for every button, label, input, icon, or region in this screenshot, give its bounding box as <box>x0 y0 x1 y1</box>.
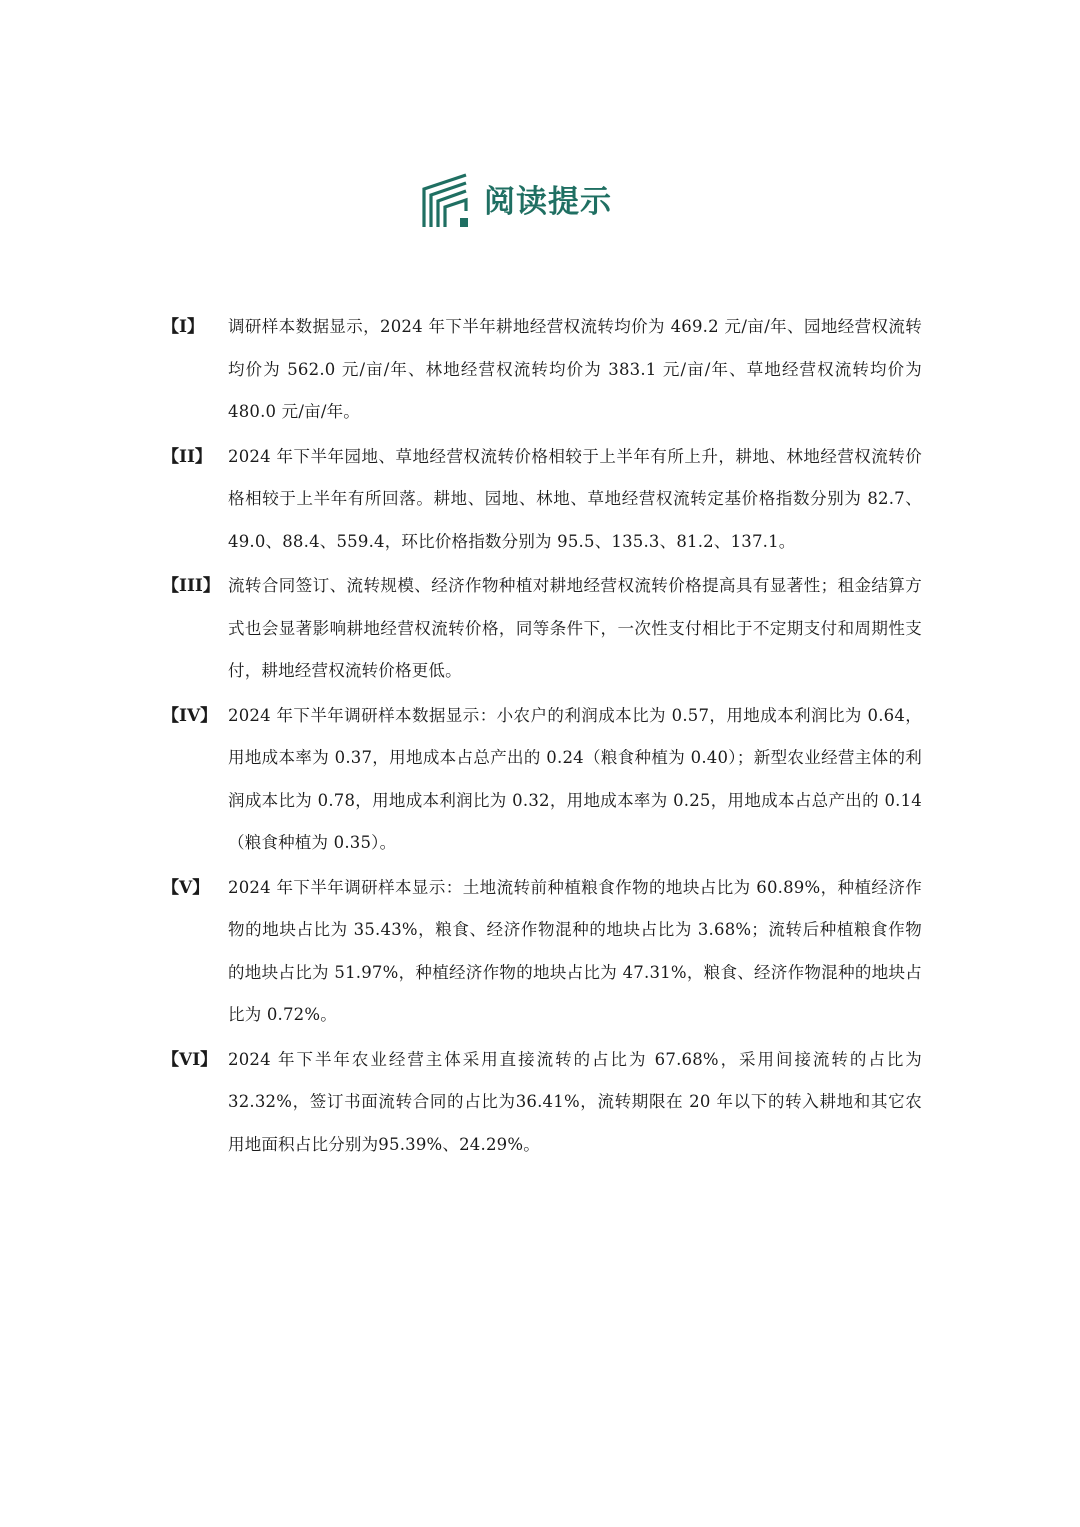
list-item <box>162 1039 922 1167</box>
item-marker: 【V】 <box>162 877 210 898</box>
item-text: 调研样本数据显示，2024 年下半年耕地经营权流转均价为 469.2 元/亩/年、园地经营权流转均价为 562.0 元/亩/年、林地经营权流转均价为 383.1 元/亩/年、草地经营权流转均价为 480.0 元/亩/年。 <box>228 317 922 421</box>
item-text: 2024 年下半年园地、草地经营权流转价格相较于上半年有所上升，耕地、林地经营权流转价格相较于上半年有所回落。耕地、园地、林地、草地经营权流转定基价格指数分别为 82.7、49.0、88.4、559.4，环比价格指数分别为 95.5、135.3、81.2、137.1。 <box>228 446 922 551</box>
item-marker: 【VI】 <box>162 1049 218 1070</box>
page-title: 阅读提示 <box>484 184 612 220</box>
list-item <box>162 565 922 693</box>
list-item <box>162 867 922 1037</box>
reading-tips-list <box>162 306 922 1168</box>
list-item <box>162 436 922 564</box>
item-marker: 【II】 <box>162 446 212 467</box>
item-text: 2024 年下半年调研样本数据显示：小农户的利润成本比为 0.57，用地成本利润比为 0.64，用地成本率为 0.37，用地成本占总产出的 0.24（粮食种植为 0.40）；新型农业经营主体的利润成本比为 0.78，用地成本利润比为 0.32，用地成本率为 0.25，用地成本占总产出的 0.14（粮食种植为 0.35）。 <box>228 705 922 852</box>
list-item <box>162 695 922 865</box>
item-marker: 【III】 <box>162 576 220 596</box>
item-marker: 【I】 <box>162 317 204 337</box>
item-text: 2024 年下半年农业经营主体采用直接流转的占比为 67.68%，采用间接流转的占比为 32.32%，签订书面流转合同的占比为36.41%，流转期限在 20 年以下的转入耕地和其它农用地面积占比分别为95.39%、24.29%。 <box>228 1049 922 1154</box>
item-marker: 【IV】 <box>162 705 218 726</box>
item-text: 2024 年下半年调研样本显示：土地流转前种植粮食作物的地块占比为 60.89%，种植经济作物的地块占比为 35.43%，粮食、经济作物混种的地块占比为 3.68%；流转后种植粮食作物的地块占比为 51.97%，种植经济作物的地块占比为 47.31%，粮食、经济作物混种的地块占比为 0.72%。 <box>228 877 922 1024</box>
list-item <box>162 306 922 434</box>
stacked-roof-logo-icon <box>420 167 472 229</box>
item-text: 流转合同签订、流转规模、经济作物种植对耕地经营权流转价格提高具有显著性；租金结算方式也会显著影响耕地经营权流转价格，同等条件下，一次性支付相比于不定期支付和周期性支付，耕地经营权流转价格更低。 <box>228 576 922 680</box>
page-header <box>420 166 612 230</box>
